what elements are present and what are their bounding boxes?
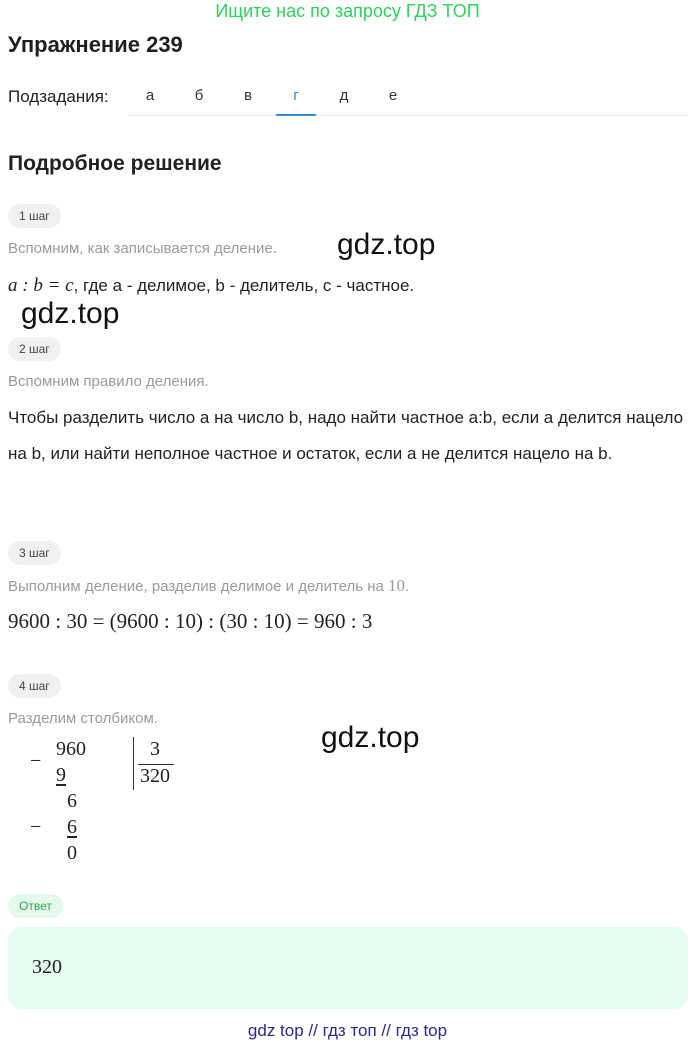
tab-a[interactable]: а (145, 87, 155, 104)
tab-e[interactable]: е (388, 87, 398, 104)
quotient: 320 (140, 765, 170, 787)
minus-sign-1: − (30, 750, 42, 772)
step-3-hint-suffix: . (405, 578, 410, 595)
watermark-2: gdz.top (21, 297, 120, 330)
step-1-formula-explanation: , где а - делимое, b - делитель, с - частное. (73, 276, 415, 295)
step-2-hint: Вспомним правило деления. (8, 373, 209, 390)
section-title: Подробное решение (8, 152, 222, 175)
watermark-1: gdz.top (337, 228, 436, 261)
answer-badge: Ответ (8, 894, 63, 918)
step-1-badge: 1 шаг (8, 204, 61, 228)
exercise-title: Упражнение 239 (8, 32, 183, 57)
second-subtrahend: 6 (67, 816, 77, 838)
tab-b[interactable]: б (194, 87, 204, 104)
step-2-badge: 2 шаг (8, 337, 61, 361)
final-remainder: 0 (67, 842, 77, 864)
step-3-equation: 9600 : 30 = (9600 : 10) : (30 : 10) = 960 : 3 (8, 609, 373, 633)
remainder-1: 6 (67, 790, 77, 812)
first-subtrahend: 9 (56, 764, 66, 786)
subtask-tabs (128, 78, 688, 116)
tab-v[interactable]: в (244, 87, 252, 104)
search-banner: Ищите нас по запросу ГДЗ ТОП (215, 1, 480, 21)
subtasks-label: Подзадания: (8, 87, 109, 106)
watermark-3: gdz.top (321, 721, 420, 754)
step-2-rule-text: Чтобы разделить число а на число b, надо найти частное a:b, если а делится нацело на b, или найти неполное частное и остаток, если а не делится нацело на b. (8, 408, 684, 463)
minus-sign-2: − (30, 816, 42, 838)
tab-d[interactable]: д (339, 87, 349, 104)
step-1-hint: Вспомним, как записывается деление. (8, 240, 277, 257)
step-3-hint (8, 576, 409, 596)
answer-value: 320 (32, 956, 62, 978)
step-3-hint-text: Выполним деление, разделив делимое и делитель на (8, 578, 389, 595)
step-4-hint: Разделим столбиком. (8, 710, 158, 727)
step-3-badge: 3 шаг (8, 541, 61, 565)
step-4-badge: 4 шаг (8, 674, 61, 698)
step-1-formula: a : b = c (8, 275, 74, 296)
division-vertical-bar (133, 737, 134, 790)
step-3-hint-number: 10 (388, 576, 406, 595)
divisor: 3 (150, 738, 160, 760)
step-1-content (8, 275, 414, 297)
dividend: 960 (56, 738, 86, 760)
answer-box (8, 927, 688, 1009)
tab-g[interactable]: г (276, 78, 316, 116)
footer-links[interactable]: gdz top // гдз топ // гдз top (247, 1021, 448, 1040)
